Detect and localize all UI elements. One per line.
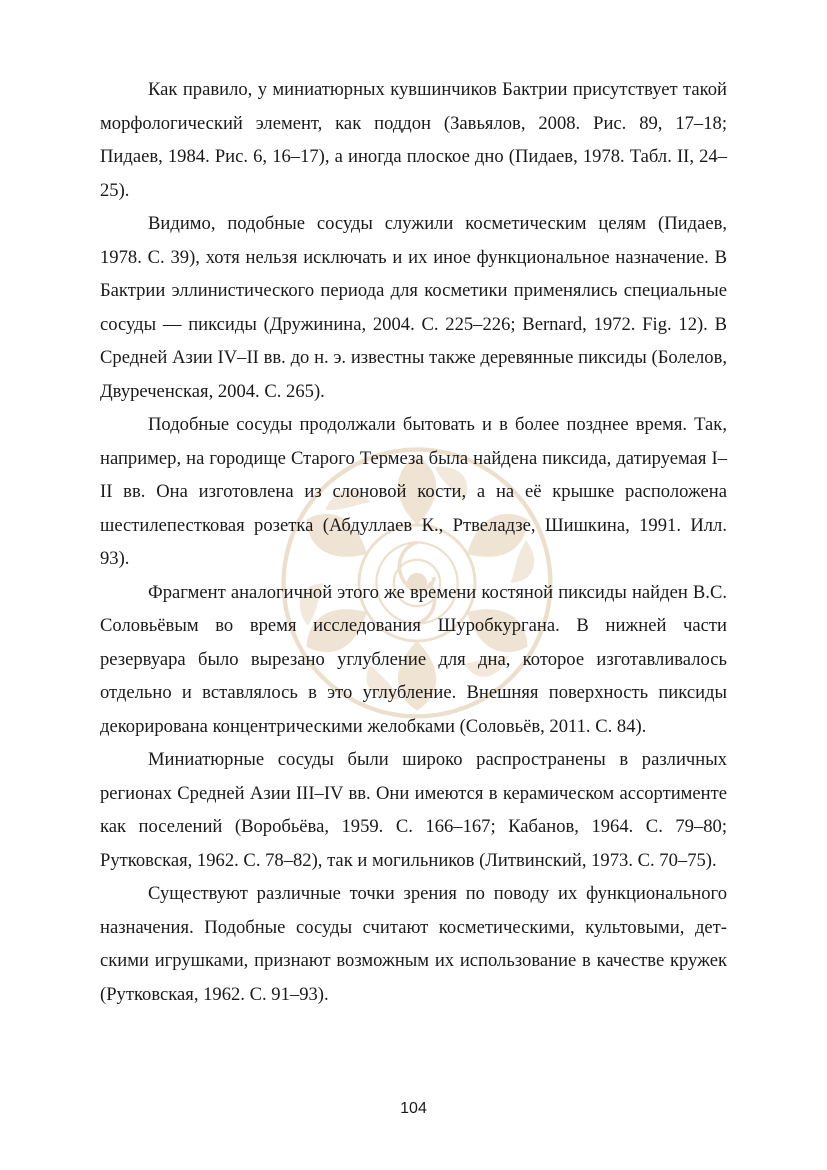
paragraph-4: Фрагмент аналогичной этого же времени костяной пиксиды найден В.С. Соловьёвым во время исследования Шуробкургана. В нижней части резервуара было вырезано углубление для дна, которое изготавливалось отдельно и вставлялось в это углубление. Внешняя поверхность пиксиды декорирована концентрическими желобками (Соловьёв, 2011. С. 84). bbox=[100, 581, 727, 737]
paragraph-5: Миниатюрные сосуды были широко распространены в различных регионах Средней Азии III–IV вв. Они имеются в керамическом ассортименте как поселений (Воробьёва, 1959. С. 166–167; Кабанов, 1964. С. 79–80; Рутковская, 1962. С. 78–82), так и могильников (Литвинский, 1973. С. 70–75). bbox=[100, 749, 727, 871]
body-text bbox=[100, 73, 727, 1011]
paragraph-1: Как правило, у миниатюрных кувшинчиков Бактрии присутствует такой морфологический элемент, как поддон (Завьялов, 2008. Рис. 89, 17–18; Пидаев, 1984. Рис. 6, 16–17), а иногда плоское дно (Пидаев, 1978. Табл. II, 24–25). bbox=[100, 79, 727, 201]
paragraph-2: Видимо, подобные сосуды служили косметическим целям (Пидаев, 1978. С. 39), хотя нельзя исключать и их иное функциональное назначение. В Бактрии эллинистического периода для косметики применялись специальные сосуды — пиксиды (Дружинина, 2004. С. 225–226; Bernard, 1972. Fig. 12). В Средней Азии IV–II вв. до н. э. известны также деревянные пиксиды (Болелов, Двуреченская, 2004. С. 265). bbox=[100, 213, 727, 402]
paragraph-6: Существуют различные точки зрения по поводу их функционального назначения. Подобные сосуды считают косметическими, культовыми, детскими игрушками, признают возможным их использование в качестве кружек (Рутковская, 1962. С. 91–93). bbox=[100, 883, 727, 1005]
paragraph-3: Подобные сосуды продолжали бытовать и в более позднее время. Так, например, на городище Старого Термеза была найдена пиксида, датируемая I–II вв. Она изготовлена из слоновой кости, а на её крышке расположена шестилепестковая розетка (Абдуллаев К., Ртвеладзе, Шишкина, 1991. Илл. 93). bbox=[100, 414, 727, 569]
page-number: 104 bbox=[400, 1100, 427, 1117]
